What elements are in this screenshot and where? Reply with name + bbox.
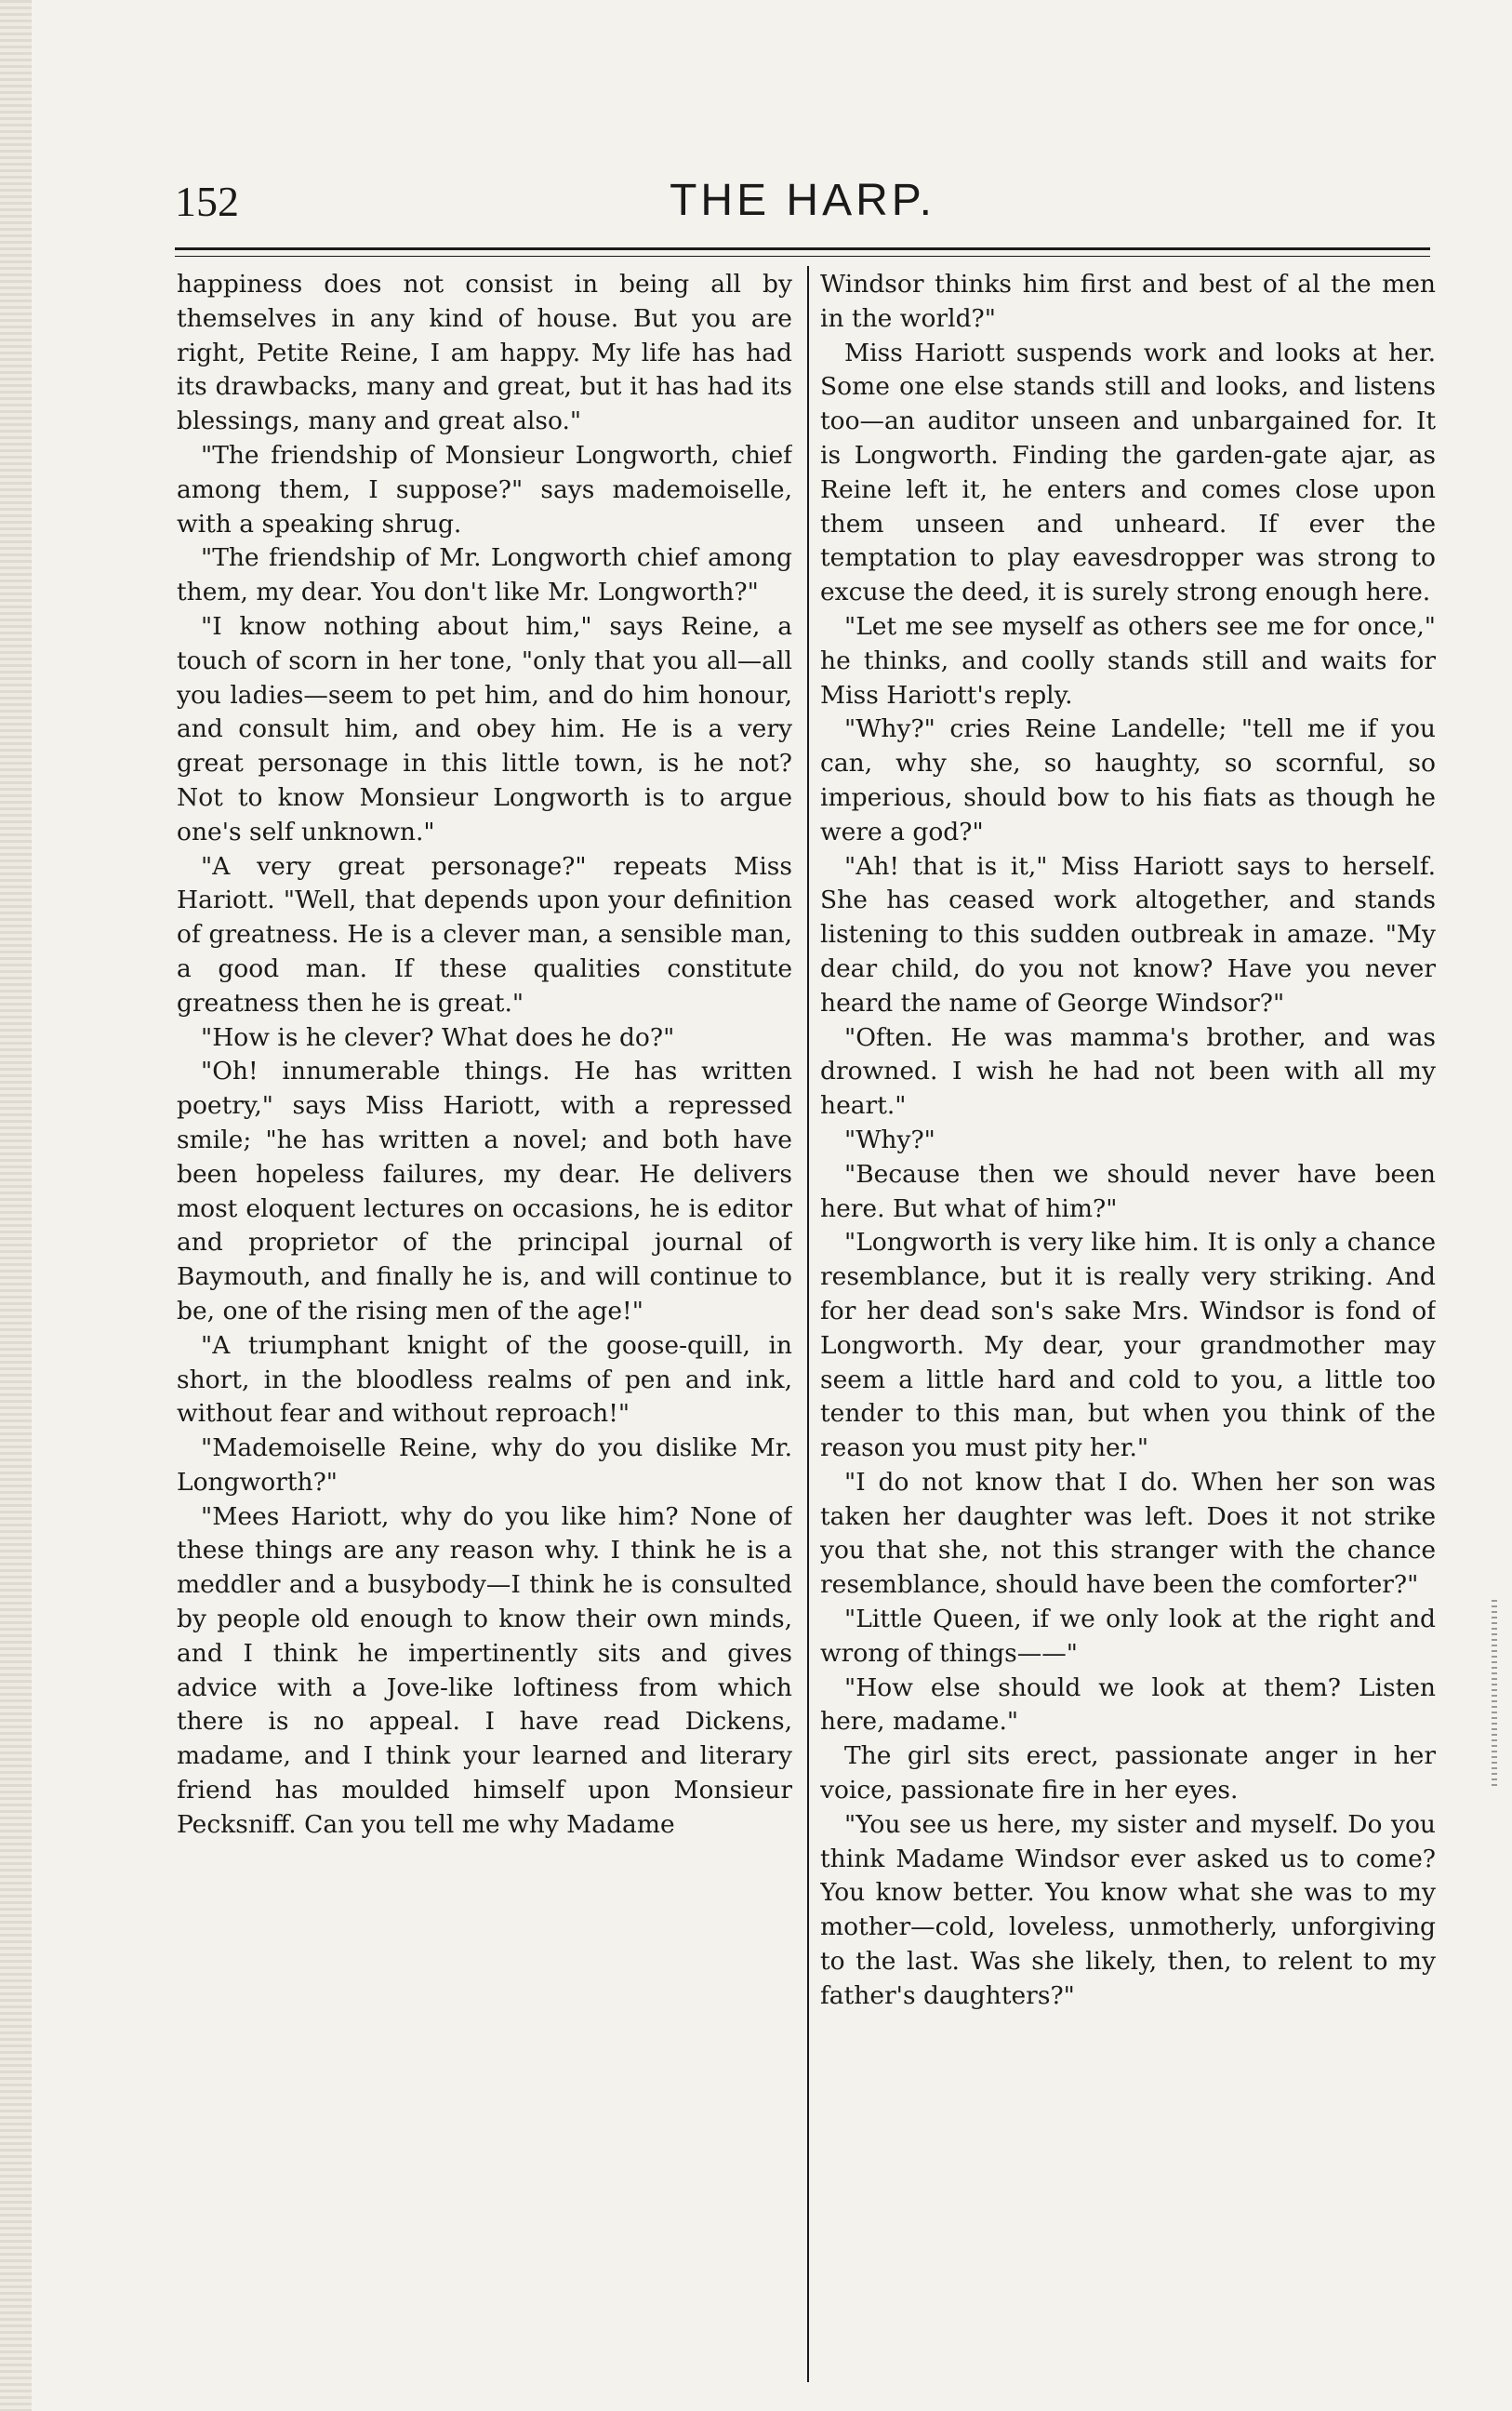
paragraph: "How else should we look at them? Listen here, madame." [820,1672,1436,1737]
paragraph: "A very great personage?" repeats Miss Hariott. "Well, that depends upon your definition of greatness. He is a clever man, a sensible man, a good man. If these qualities constitute greatness then he is great." [177,851,792,1018]
page-number: 152 [175,178,239,225]
running-head: THE HARP. [670,176,935,225]
paragraph: "I do not know that I do. When her son was taken her daughter was left. Does it not strike you that she, not this stranger with the chance resemblance, should have been the comforter?" [820,1467,1436,1600]
paragraph: "The friendship of Mr. Longworth chief among them, my dear. You don't like Mr. Longworth?" [177,543,792,607]
paragraph: "Ah! that is it," Miss Hariott says to herself. She has ceased work altogether, and stands listening to this sudden outbreak in amaze. "My dear child, do you not know? Have you never heard the name of George Windsor?" [820,851,1436,1018]
paragraph: "Mees Hariott, why do you like him? None of these things are any reason why. I think he is a meddler and a busybody—I think he is consulted by people old enough to know their own minds, and I think he impertinently sits and gives advice with a Jove-like loftiness from which there is no appeal. I have read Dickens, madame, and I think your learned and literary friend has moulded himself upon Monsieur Pecksniff. Can you tell me why Madame [177,1501,792,1839]
binding-edge [0,0,32,2411]
paragraph: "Often. He was mamma's brother, and was drowned. I wish he had not been with all my heart." [820,1022,1436,1121]
header-rule [175,247,1430,250]
paragraph: "You see us here, my sister and myself. Do you think Madame Windsor ever asked us to come? You know better. You know what she was to my mother—cold, loveless, unmotherly, unforgiving to the last. Was she likely, then, to relent to my father's daughters?" [820,1809,1436,2010]
paragraph: "A triumphant knight of the goose-quill, in short, in the bloodless realms of pen and ink, without fear and without reproach!" [177,1330,792,1429]
paragraph: "Longworth is very like him. It is only a chance resemblance, but it is really very striking. And for her dead son's sake Mrs. Windsor is fond of Longworth. My dear, your grandmother may seem a little hard and cold to you, a little too tender to this man, but when you think of the reason you must pity her." [820,1228,1436,1463]
paragraph: "Little Queen, if we only look at the right and wrong of things——" [820,1605,1436,1668]
page-edge-marks [1492,1600,1497,1786]
paragraph: Miss Hariott suspends work and looks at her. Some one else stands still and looks, and listens too—an auditor unseen and unbargained for. It is Longworth. Finding the garden-gate ajar, as Reine left it, he enters and comes close upon them unseen and unheard. If ever the temptation to play eavesdropper was strong to excuse the deed, it is surely strong enough here. [820,338,1436,607]
paragraph: "Mademoiselle Reine, why do you dislike Mr. Longworth?" [177,1433,792,1497]
paragraph: "The friendship of Monsieur Longworth, chief among them, I suppose?" says mademoiselle, with a speaking shrug. [177,440,792,539]
paragraph: "Let me see myself as others see me for once," he thinks, and coolly stands still and waits for Miss Hariott's reply. [820,611,1436,710]
paragraph: "Why?" cries Reine Landelle; "tell me if you can, why she, so haughty, so scornful, so imperious, should bow to his fiats as though he were a god?" [820,714,1436,846]
header-rule-thin [175,256,1430,257]
paragraph: "Why?" [844,1125,935,1154]
paragraph: "How is he clever? What does he do?" [201,1022,675,1052]
paragraph: "I know nothing about him," says Reine, a touch of scorn in her tone, "only that you all—all you ladies—seem to pet him, and do him honour, and consult him, and obey him. He is a very great personage in this little town, is he not? Not to know Monsieur Longworth is to argue one's self unknown." [177,611,792,846]
paragraph: Windsor thinks him first and best of al the men in the world?" [820,270,1436,333]
paragraph: "Because then we should never have been here. But what of him?" [820,1159,1436,1223]
paragraph: happiness does not consist in being all by themselves in any kind of house. But you are right, Petite Reine, I am happy. My life has had its drawbacks, many and great, but it has had its blessings, many and great also." [177,270,792,436]
page-header [175,175,1430,240]
paragraph: "Oh! innumerable things. He has written poetry," says Miss Hariott, with a repressed smile; "he has written a novel; and both have been hopeless failures, my dear. He delivers most eloquent lectures on occasions, he is editor and proprietor of the principal journal of Baymouth, and finally he is, and will continue to be, one of the rising men of the age!" [177,1057,792,1325]
right-column [820,268,1436,2379]
column-divider [807,266,809,2382]
left-column [177,268,792,2379]
paragraph: The girl sits erect, passionate anger in her voice, passionate fire in her eyes. [820,1741,1436,1805]
